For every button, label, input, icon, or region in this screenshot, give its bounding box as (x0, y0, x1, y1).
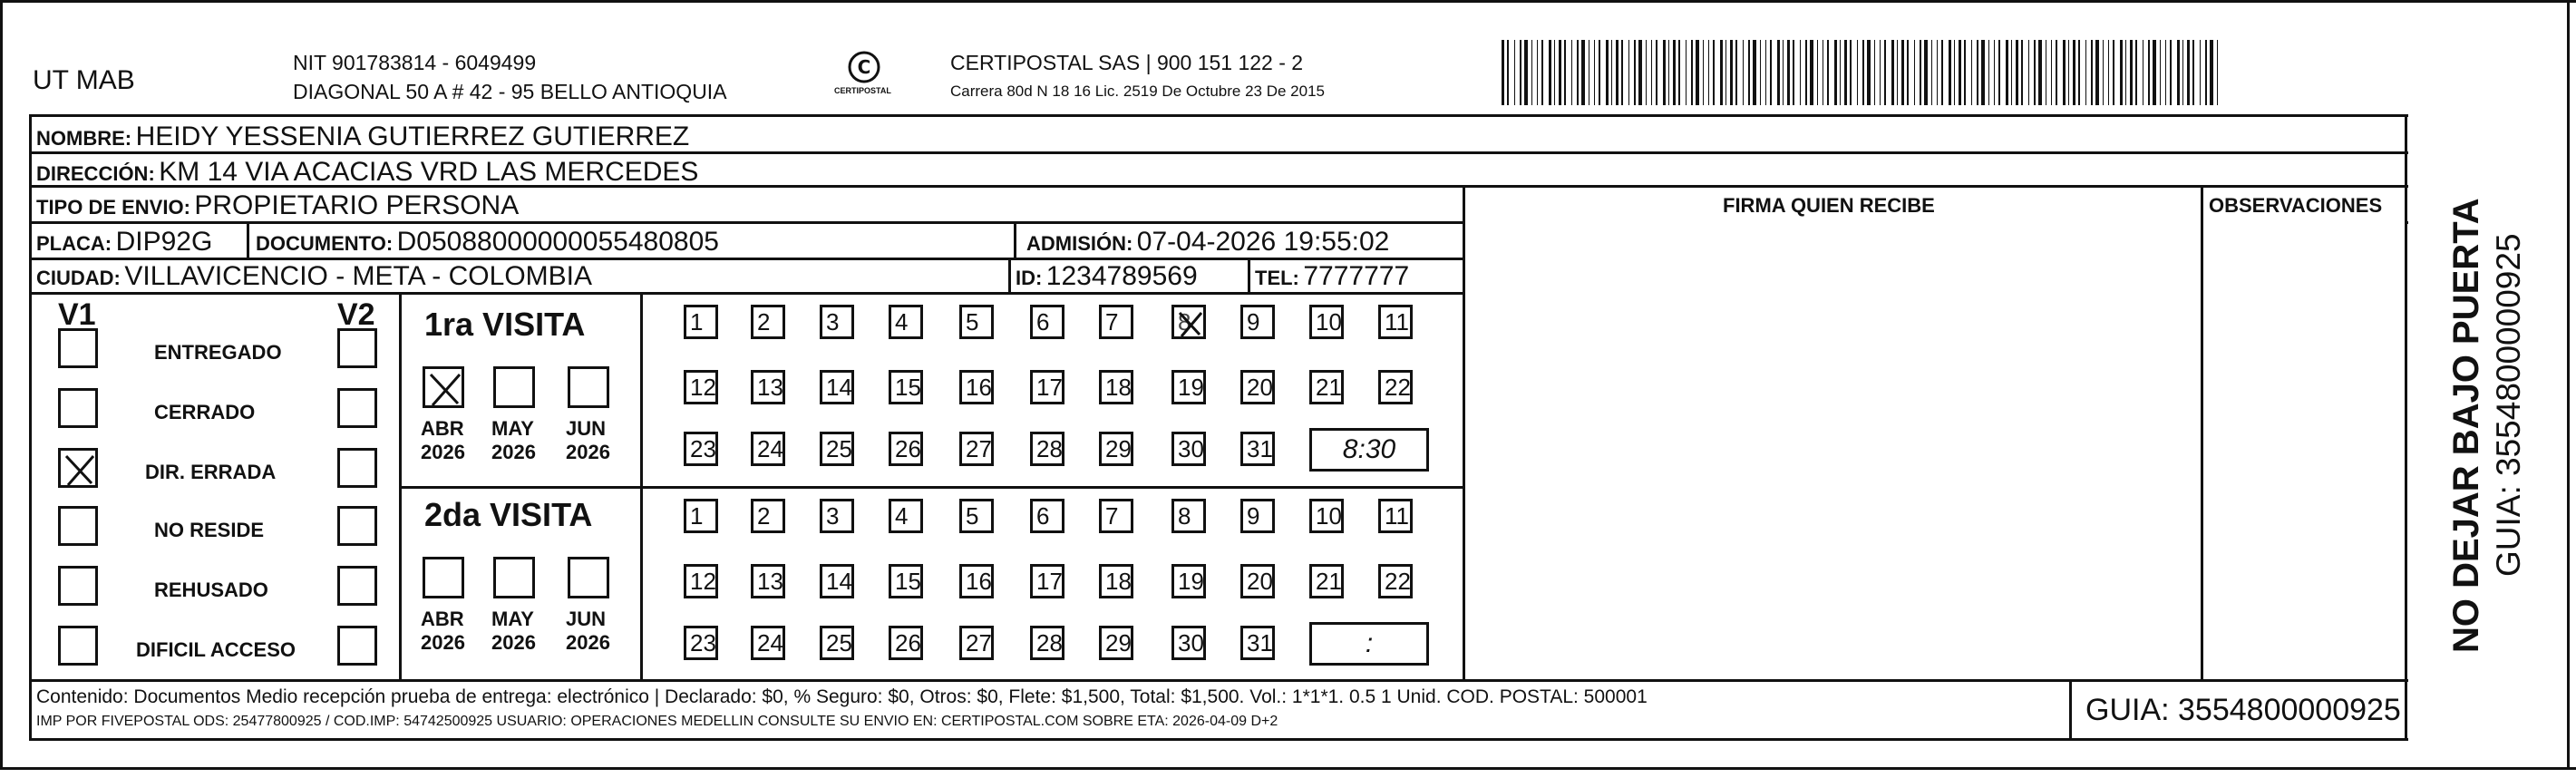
barcode-bar (1725, 40, 1726, 105)
placa-value: DIP92G (115, 227, 213, 257)
barcode-bar (2028, 40, 2029, 105)
barcode-bar (2034, 40, 2036, 105)
check-mark-icon (61, 451, 101, 491)
barcode-bar (1507, 40, 1509, 105)
day-box[interactable]: 29 (1099, 432, 1133, 466)
barcode-bar (1765, 40, 1766, 105)
left-border (0, 0, 3, 769)
barcode-bar (1549, 40, 1551, 105)
barcode-bar (2038, 40, 2042, 105)
v2-checkbox[interactable] (337, 448, 377, 488)
day-box[interactable]: 16 (959, 370, 994, 404)
month-year: 2026 (491, 631, 536, 654)
company-address: DIAGONAL 50 A # 42 - 95 BELLO ANTIOQUIA (293, 80, 727, 103)
barcode-bar (1611, 40, 1612, 105)
month-label: MAY (491, 608, 534, 630)
barcode-bar (1753, 40, 1756, 105)
month-checkbox[interactable] (568, 366, 609, 408)
side-warning: NO DEJAR BAJO PUERTA (2446, 198, 2486, 653)
day-box[interactable]: 8 (1171, 305, 1206, 339)
barcode-bar (1720, 40, 1723, 105)
barcode-bar (2192, 40, 2194, 105)
day-box[interactable]: 2 (751, 499, 785, 533)
barcode-bar (1537, 40, 1538, 105)
admision-label: ADMISIÓN: (1026, 232, 1133, 255)
barcode-bar (2170, 40, 2172, 105)
barcode-bar (1937, 40, 1938, 105)
barcode-bar (1954, 40, 1955, 105)
admision-field (1026, 229, 1389, 256)
barcode-bar (2085, 40, 2086, 105)
footer-contenido: Contenido: Documentos Medio recepción prueba de entrega: electrónico | Declarado: $0, % Seguro: $0, Otros: $0, Flete: $1,500, Total: $1,500. Vol.: 1*1*1. 0.5 1 Unid. COD. POSTAL: 500001 (36, 686, 1648, 707)
month-checkbox[interactable] (423, 366, 464, 408)
barcode-bar (1897, 40, 1898, 105)
barcode-bar (2091, 40, 2093, 105)
barcode-bar (2068, 40, 2069, 105)
day-box[interactable]: 21 (1309, 370, 1344, 404)
barcode-bar (1793, 40, 1794, 105)
footer-guia: GUIA: 3554800000925 (2085, 693, 2401, 727)
day-box[interactable]: 23 (684, 432, 718, 466)
side-guia: GUIA: 3554800000925 (2490, 233, 2527, 577)
documento-field (256, 229, 719, 256)
barcode-bar (1884, 40, 1886, 105)
status-label: DIR. ERRADA (145, 461, 277, 483)
barcode-bar (2073, 40, 2075, 105)
day-box[interactable]: 4 (889, 499, 923, 533)
barcode-bar (2021, 40, 2023, 105)
v1-checkbox[interactable] (58, 506, 98, 546)
id-label: ID: (1016, 267, 1043, 289)
barcode-bar (1901, 40, 1904, 105)
barcode-bar (1621, 40, 1623, 105)
nombre-value: HEIDY YESSENIA GUTIERREZ GUTIERREZ (135, 122, 690, 151)
day-box[interactable]: 12 (684, 564, 718, 598)
day-box[interactable]: 4 (889, 305, 923, 339)
day-box[interactable]: 26 (889, 432, 923, 466)
day-box[interactable]: 20 (1240, 564, 1275, 598)
time-box[interactable] (1309, 622, 1429, 666)
barcode-bar (1949, 40, 1951, 105)
day-box[interactable]: 26 (889, 626, 923, 660)
barcode-bar (2063, 40, 2066, 105)
barcode-bar (1981, 40, 1985, 105)
barcode-bar (1708, 40, 1709, 105)
placa-label: PLACA: (36, 232, 112, 255)
day-box[interactable]: 2 (751, 305, 785, 339)
time-box[interactable] (1309, 428, 1429, 472)
status-label: REHUSADO (154, 579, 268, 601)
day-box[interactable]: 13 (751, 370, 785, 404)
barcode-bar (1651, 40, 1652, 105)
tel-value: 7777777 (1303, 261, 1410, 291)
documento-label: DOCUMENTO: (256, 232, 394, 255)
barcode-bar (1668, 40, 1669, 105)
v2-checkbox[interactable] (337, 328, 377, 368)
day-box[interactable]: 12 (684, 370, 718, 404)
direccion-value: KM 14 VIA ACACIAS VRD LAS MERCEDES (159, 157, 699, 187)
barcode-bar (1646, 40, 1647, 105)
v1-checkbox[interactable] (58, 328, 98, 368)
barcode-bar (1524, 40, 1528, 105)
barcode-bar (1559, 40, 1561, 105)
day-box[interactable]: 16 (959, 564, 994, 598)
barcode-bar (1628, 40, 1629, 105)
barcode-bar (2103, 40, 2104, 105)
barcode-bar (2148, 40, 2150, 105)
barcode-bar (1891, 40, 1894, 105)
barcode-bar (1554, 40, 1555, 105)
v1-checkbox[interactable] (58, 626, 98, 666)
barcode-bar (2120, 40, 2123, 105)
barcode-bar (2016, 40, 2018, 105)
barcode-bar (1817, 40, 1818, 105)
direccion-label: DIRECCIÓN: (36, 162, 155, 185)
day-box[interactable]: 27 (959, 432, 994, 466)
barcode-bar (2078, 40, 2080, 105)
barcode-bar (1678, 40, 1680, 105)
day-box[interactable]: 9 (1240, 305, 1275, 339)
company-name: UT MAB (33, 65, 135, 95)
barcode-bar (2182, 40, 2183, 105)
v1-checkbox[interactable] (58, 388, 98, 428)
barcode-bar (2056, 40, 2057, 105)
barcode-bar (1787, 40, 1790, 105)
barcode-bar (1862, 40, 1864, 105)
day-box[interactable]: 6 (1030, 499, 1064, 533)
barcode-bar (1805, 40, 1807, 105)
day-box[interactable]: 19 (1171, 370, 1206, 404)
barcode-bar (1748, 40, 1750, 105)
ciudad-value: VILLAVICENCIO - META - COLOMBIA (124, 261, 592, 291)
placa-field (36, 229, 212, 256)
check-mark-icon (425, 369, 467, 411)
day-box[interactable]: 15 (889, 370, 923, 404)
barcode-bar (1880, 40, 1881, 105)
day-box[interactable]: 5 (959, 305, 994, 339)
day-box[interactable]: 1 (684, 499, 718, 533)
barcode-bar (2153, 40, 2156, 105)
company-nit: NIT 901783814 - 6049499 (293, 51, 537, 74)
barcode-bar (2130, 40, 2133, 105)
barcode-bar (2113, 40, 2114, 105)
day-box[interactable]: 25 (820, 432, 854, 466)
barcode-bar (2160, 40, 2161, 105)
visit2-title: 2da VISITA (424, 496, 593, 533)
status-label: CERRADO (154, 401, 256, 423)
barcode-bar (1514, 40, 1515, 105)
observaciones-header: OBSERVACIONES (2209, 194, 2383, 217)
v1-checkbox[interactable] (58, 448, 98, 488)
day-box[interactable]: 23 (684, 626, 718, 660)
barcode-bar (1502, 40, 1504, 105)
month-year: 2026 (566, 631, 610, 654)
month-label: JUN (566, 608, 607, 630)
v1-header: V1 (58, 297, 96, 332)
day-box[interactable]: 18 (1099, 370, 1133, 404)
barcode-bar (1810, 40, 1813, 105)
v2-checkbox[interactable] (337, 506, 377, 546)
barcode-bar (1713, 40, 1715, 105)
barcode-bar (1941, 40, 1943, 105)
barcode-bar (1827, 40, 1829, 105)
barcode-bar (1541, 40, 1543, 105)
day-box[interactable]: 21 (1309, 564, 1344, 598)
barcode-bar (1800, 40, 1801, 105)
barcode-bar (1857, 40, 1858, 105)
barcode-bar (1564, 40, 1566, 105)
month-year: 2026 (566, 441, 610, 463)
nombre-field (36, 123, 689, 151)
barcode-bar (2205, 40, 2207, 105)
barcode-bar (1531, 40, 1532, 105)
ciudad-field (36, 263, 592, 290)
day-box[interactable]: 28 (1030, 432, 1064, 466)
day-box[interactable]: 10 (1309, 305, 1344, 339)
barcode-bar (2217, 40, 2218, 105)
time-value: : (1365, 628, 1374, 658)
barcode-bar (1686, 40, 1687, 105)
status-label: ENTREGADO (154, 341, 282, 364)
day-box[interactable]: 22 (1378, 370, 1413, 404)
month-checkbox[interactable] (493, 366, 535, 408)
barcode-bar (2006, 40, 2008, 105)
barcode-bar (1783, 40, 1784, 105)
month-checkbox[interactable] (493, 557, 535, 598)
barcode-bar (1964, 40, 1966, 105)
day-box[interactable]: 22 (1378, 564, 1413, 598)
day-box[interactable]: 15 (889, 564, 923, 598)
month-checkbox[interactable] (423, 557, 464, 598)
documento-value: D05088000000055480805 (396, 227, 719, 257)
barcode-bar (1777, 40, 1780, 105)
barcode-bar (1634, 40, 1636, 105)
v2-checkbox[interactable] (337, 388, 377, 428)
status-label: DIFICIL ACCESO (136, 638, 296, 661)
barcode-bar (1581, 40, 1585, 105)
barcode-bar (2011, 40, 2012, 105)
day-box[interactable]: 27 (959, 626, 994, 660)
day-box[interactable]: 20 (1240, 370, 1275, 404)
barcode (1502, 40, 2221, 105)
right-border (2567, 0, 2570, 769)
barcode-bar (2165, 40, 2166, 105)
month-label: ABR (421, 417, 464, 440)
barcode-bar (2051, 40, 2052, 105)
day-box[interactable]: 31 (1240, 626, 1275, 660)
month-checkbox[interactable] (568, 557, 609, 598)
tel-label: TEL: (1255, 267, 1299, 289)
day-box[interactable]: 29 (1099, 626, 1133, 660)
barcode-bar (1638, 40, 1642, 105)
barcode-bar (1998, 40, 2000, 105)
day-box[interactable]: 11 (1378, 499, 1413, 533)
barcode-bar (1696, 40, 1699, 105)
direccion-field (36, 159, 698, 186)
barcode-bar (1931, 40, 1932, 105)
tel-field (1255, 263, 1409, 290)
day-box[interactable]: 14 (820, 370, 854, 404)
tipo-envio-label: TIPO DE ENVIO: (36, 196, 190, 219)
day-box[interactable]: 17 (1030, 370, 1064, 404)
barcode-bar (1920, 40, 1921, 105)
barcode-bar (1770, 40, 1772, 105)
day-box[interactable]: 24 (751, 626, 785, 660)
tipo-envio-value: PROPIETARIO PERSONA (194, 190, 520, 220)
barcode-bar (1971, 40, 1972, 105)
check-mark-icon (1174, 307, 1209, 342)
day-box[interactable]: 8 (1171, 499, 1206, 533)
day-box[interactable]: 30 (1171, 626, 1206, 660)
day-box[interactable]: 10 (1309, 499, 1344, 533)
month-label: MAY (491, 417, 534, 440)
barcode-bar (2200, 40, 2201, 105)
v1-checkbox[interactable] (58, 566, 98, 606)
v2-header: V2 (337, 297, 375, 332)
svg-text:C: C (857, 56, 871, 78)
day-box[interactable]: 19 (1171, 564, 1206, 598)
barcode-bar (1606, 40, 1609, 105)
logo-text: CERTIPOSTAL (834, 86, 891, 95)
v2-checkbox[interactable] (337, 626, 377, 666)
barcode-bar (2135, 40, 2137, 105)
barcode-bar (1703, 40, 1704, 105)
day-box[interactable]: 7 (1099, 305, 1133, 339)
day-box[interactable]: 24 (751, 432, 785, 466)
barcode-bar (1730, 40, 1733, 105)
day-box[interactable]: 6 (1030, 305, 1064, 339)
month-year: 2026 (421, 441, 465, 463)
day-box[interactable]: 28 (1030, 626, 1064, 660)
visit1-title: 1ra VISITA (424, 306, 586, 343)
barcode-bar (1599, 40, 1600, 105)
day-box[interactable]: 1 (684, 305, 718, 339)
day-box[interactable]: 14 (820, 564, 854, 598)
id-field (1016, 263, 1198, 290)
nombre-label: NOMBRE: (36, 127, 132, 150)
admision-value: 07-04-2026 19:55:02 (1136, 227, 1390, 257)
barcode-bar (2210, 40, 2213, 105)
day-box[interactable]: 9 (1240, 499, 1275, 533)
month-label: ABR (421, 608, 464, 630)
barcode-bar (1743, 40, 1744, 105)
barcode-bar (1840, 40, 1841, 105)
v2-checkbox[interactable] (337, 566, 377, 606)
barcode-bar (1874, 40, 1875, 105)
day-box[interactable]: 7 (1099, 499, 1133, 533)
footer-imp: IMP POR FIVEPOSTAL ODS: 25477800925 / COD.IMP: 54742500925 USUARIO: OPERACIONES MEDELLIN CONSULTE SU ENVIO EN: CERTIPOSTAL.COM SOBRE ETA: 2026-04-09 D+2 (36, 714, 1278, 729)
barcode-bar (1616, 40, 1619, 105)
day-box[interactable]: 18 (1099, 564, 1133, 598)
barcode-bar (1735, 40, 1737, 105)
barcode-bar (1959, 40, 1961, 105)
barcode-bar (1988, 40, 1989, 105)
month-year: 2026 (491, 441, 536, 463)
barcode-bar (1520, 40, 1521, 105)
barcode-bar (1977, 40, 1978, 105)
tipo-envio-field (36, 192, 519, 219)
barcode-bar (1914, 40, 1915, 105)
barcode-bar (1663, 40, 1666, 105)
barcode-bar (1994, 40, 1995, 105)
barcode-bar (1760, 40, 1761, 105)
barcode-bar (2108, 40, 2109, 105)
barcode-bar (2177, 40, 2180, 105)
carrier-name: CERTIPOSTAL SAS | 900 151 122 - 2 (950, 51, 1304, 74)
barcode-bar (1577, 40, 1579, 105)
barcode-bar (1691, 40, 1693, 105)
day-box[interactable]: 11 (1378, 305, 1413, 339)
day-box[interactable]: 3 (820, 499, 854, 533)
barcode-bar (1673, 40, 1676, 105)
day-box[interactable]: 5 (959, 499, 994, 533)
barcode-bar (1834, 40, 1837, 105)
barcode-bar (1571, 40, 1572, 105)
day-box[interactable]: 30 (1171, 432, 1206, 466)
month-year: 2026 (421, 631, 465, 654)
firma-header: FIRMA QUIEN RECIBE (1723, 194, 1935, 217)
barcode-bar (1907, 40, 1909, 105)
barcode-bar (1850, 40, 1852, 105)
top-border (0, 0, 2576, 3)
day-box[interactable]: 17 (1030, 564, 1064, 598)
day-box[interactable]: 3 (820, 305, 854, 339)
time-value: 8:30 (1342, 434, 1396, 464)
bottom-border (0, 767, 2576, 770)
day-box[interactable]: 13 (751, 564, 785, 598)
barcode-bar (1844, 40, 1847, 105)
barcode-bar (1924, 40, 1928, 105)
barcode-bar (2095, 40, 2099, 105)
month-label: JUN (566, 417, 607, 440)
day-box[interactable]: 25 (820, 626, 854, 660)
barcode-bar (1594, 40, 1595, 105)
barcode-bar (1867, 40, 1871, 105)
day-box[interactable]: 31 (1240, 432, 1275, 466)
id-value: 1234789569 (1045, 261, 1198, 291)
barcode-bar (2187, 40, 2190, 105)
barcode-bar (1656, 40, 1657, 105)
ciudad-label: CIUDAD: (36, 267, 121, 289)
carrier-license: Carrera 80d N 18 16 Lic. 2519 De Octubre 23 De 2015 (950, 83, 1325, 100)
certipostal-logo (832, 49, 896, 102)
barcode-bar (2125, 40, 2126, 105)
status-label: NO RESIDE (154, 519, 265, 541)
